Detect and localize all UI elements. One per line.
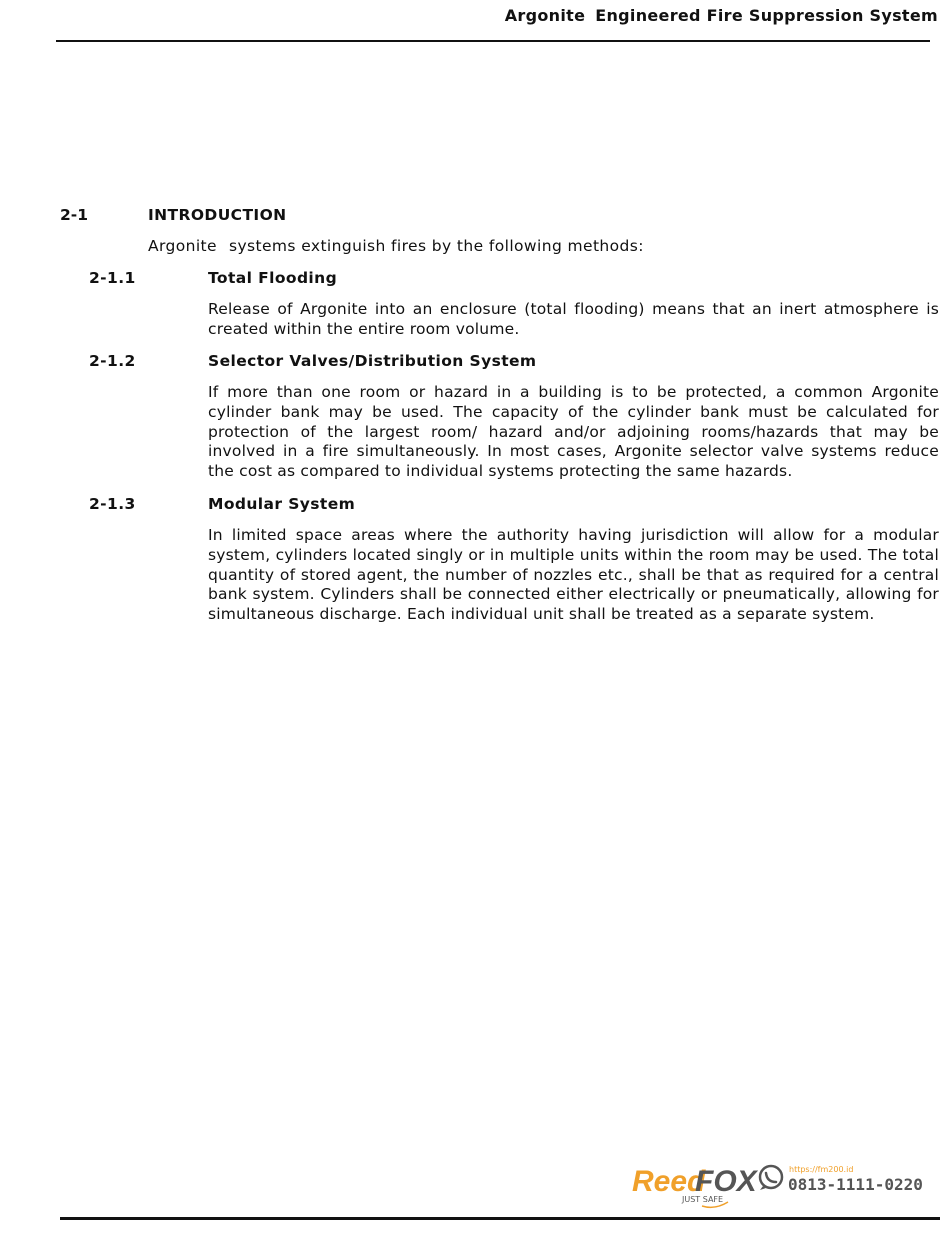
reedfox-watermark-logo xyxy=(632,1160,923,1210)
section-number: 2-1 xyxy=(60,206,89,224)
section-intro xyxy=(148,237,644,255)
subsection-number: 2-1.1 xyxy=(89,269,136,287)
intro-text: systems extinguish fires by the following methods: xyxy=(228,237,644,255)
logo-brand-part2: FOX xyxy=(695,1165,757,1198)
intro-brand: Argonite xyxy=(148,237,217,255)
footer-divider xyxy=(60,1217,940,1220)
header-brand: Argonite xyxy=(504,6,586,25)
section-title: INTRODUCTION xyxy=(148,206,287,224)
header-divider xyxy=(56,40,930,42)
subsection-title: Selector Valves/Distribution System xyxy=(208,352,537,370)
logo-tagline: JUST SAFE xyxy=(682,1195,724,1204)
logo-brand-part1: Reed xyxy=(632,1165,706,1198)
logo-phone: 0813-1111-0220 xyxy=(788,1175,923,1194)
page-header xyxy=(505,6,938,25)
subsection-number: 2-1.3 xyxy=(89,495,136,513)
subsection-number: 2-1.2 xyxy=(89,352,136,370)
logo-url: https://fm200.id xyxy=(789,1165,854,1174)
subsection-body: Release of Argonite into an enclosure (total flooding) means that an inert atmosphere is created within the entire room volume. xyxy=(208,300,939,338)
subsection-title: Modular System xyxy=(208,495,356,513)
whatsapp-icon xyxy=(760,1166,782,1190)
subsection-title: Total Flooding xyxy=(208,269,338,287)
subsection-body: If more than one room or hazard in a building is to be protected, a common Argonite cylinder bank may be used. The capacity of the cylinder bank must be calculated for protection of the largest room/ hazard and/or adjoining rooms/hazards that may be involved in a fire simultaneously. In most cases, Argonite selector valve systems reduce the cost as compared to individual systems protecting the same hazards. xyxy=(208,383,939,481)
header-title: Engineered Fire Suppression System xyxy=(595,6,938,25)
subsection-body: In limited space areas where the authority having jurisdiction will allow for a modular system, cylinders located singly or in multiple units within the room may be used. The total quantity of stored agent, the number of nozzles etc., shall be that as required for a central bank system. Cylinders shall be connected either electrically or pneumatically, allowing for simultaneous discharge. Each individual unit shall be treated as a separate system. xyxy=(208,526,939,624)
